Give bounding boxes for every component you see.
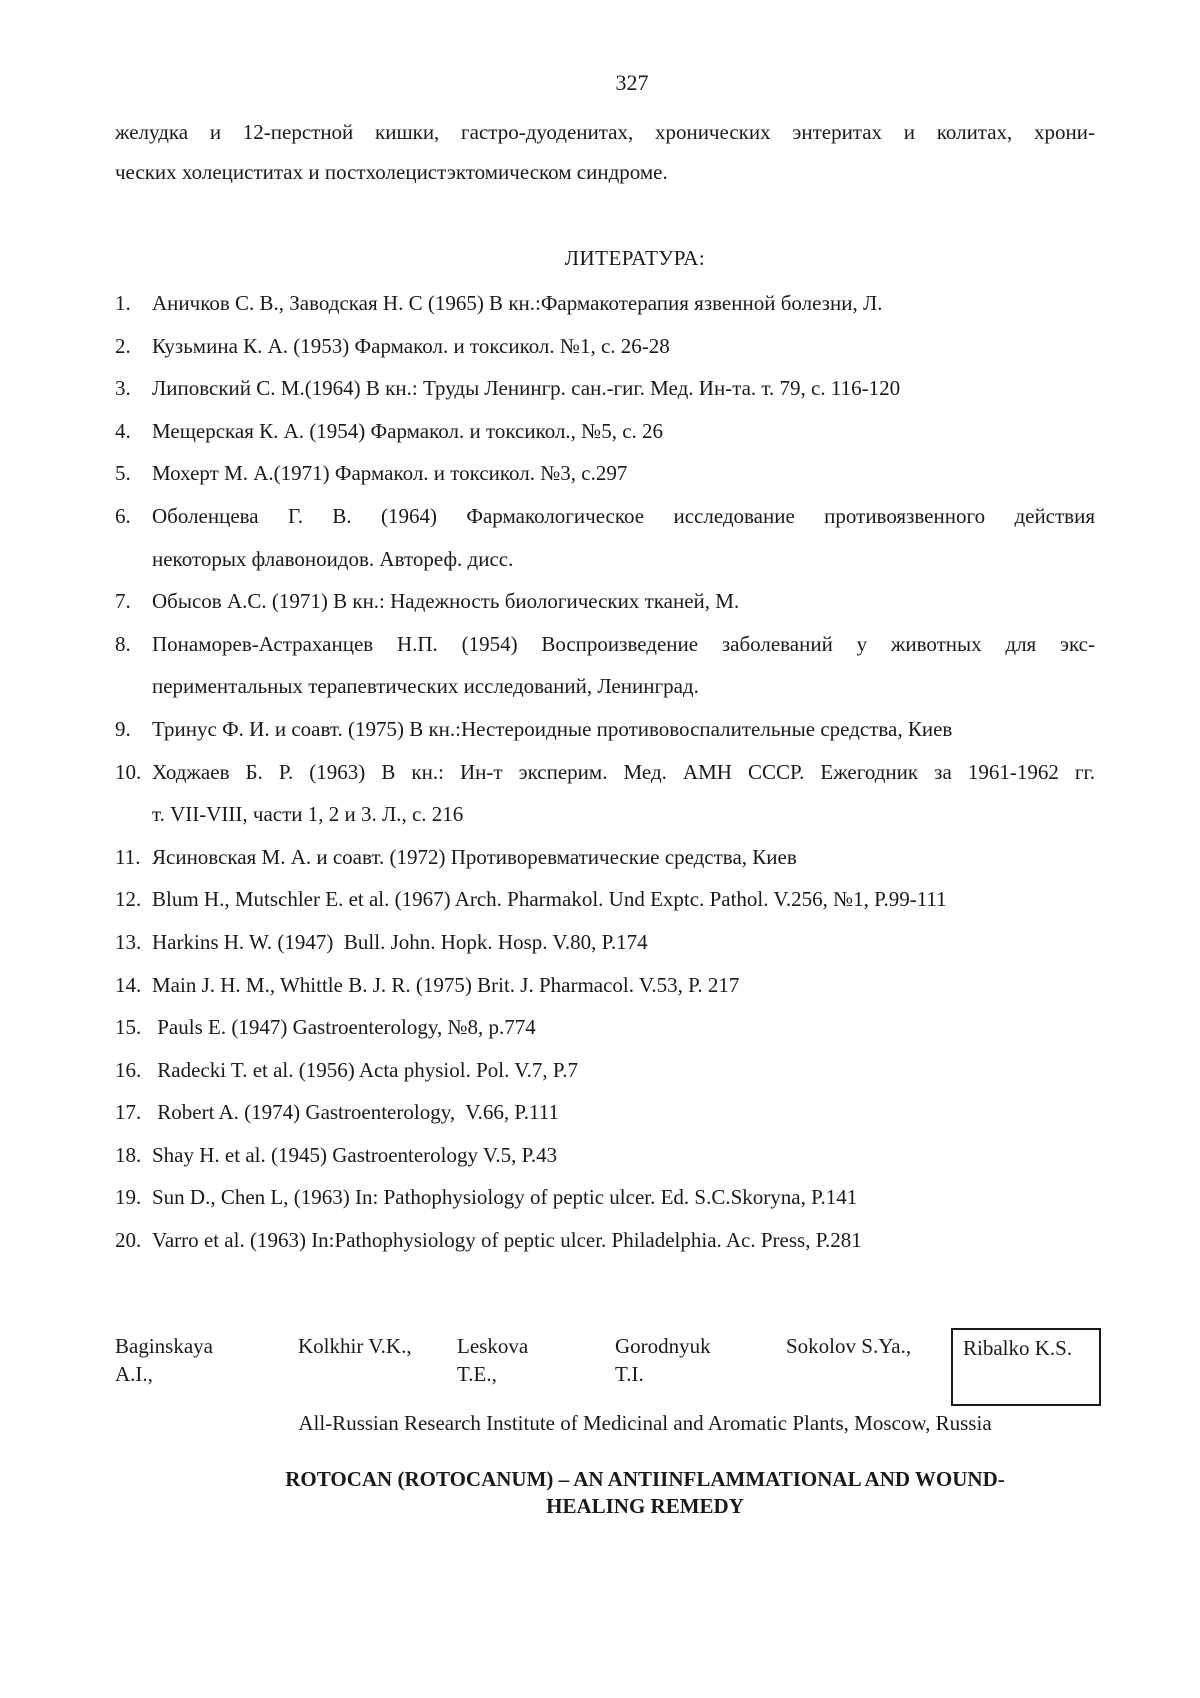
author-name-line: A.I.,: [115, 1362, 153, 1386]
author-list: [115, 1328, 1105, 1408]
reference-item: [115, 878, 1095, 921]
article-title-line: HEALING REMEDY: [546, 1494, 744, 1518]
reference-line: Мещерская К. А. (1954) Фармакол. и токсикол., №5, с. 26: [152, 418, 664, 443]
reference-number: 1.: [115, 291, 131, 315]
reference-line: т. VII-VIII, части 1, 2 и 3. Л., с. 216: [152, 802, 464, 827]
author-name-line: Gorodnyuk: [615, 1334, 711, 1358]
reference-item: [115, 1049, 1095, 1092]
reference-line: Тринус Ф. И. и соавт. (1975) В кн.:Нестероидные противовоспалительные средства, Киев: [152, 716, 953, 741]
reference-number: 11.: [115, 844, 141, 869]
reference-line: Ходжаев Б. Р. (1963) В кн.: Ин-т эксперим. Мед. АМН СССР. Ежегодник за 1961-1962 гг.: [152, 759, 1095, 784]
reference-line: Blum H., Mutschler E. et al. (1967) Arch. Pharmakol. Und Exptc. Pathol. V.256, №1, P.99-111: [152, 887, 947, 912]
reference-number: 14.: [115, 972, 142, 997]
reference-text: [152, 495, 1095, 580]
reference-number: 20.: [115, 1228, 142, 1253]
reference-text: [152, 282, 1095, 325]
intro-paragraph: [115, 112, 1095, 192]
reference-number: 4.: [115, 418, 131, 443]
reference-line: Мохерт М. А.(1971) Фармакол. и токсикол. №3, с.297: [152, 461, 628, 486]
reference-text: [152, 452, 1095, 495]
author-name-line: Sokolov S.Ya.,: [786, 1334, 912, 1358]
author-boxed: [951, 1328, 1101, 1406]
reference-number: 15.: [115, 1015, 142, 1040]
reference-item: [115, 325, 1095, 368]
reference-item: [115, 708, 1095, 751]
reference-line: Main J. H. M., Whittle B. J. R. (1975) Brit. J. Pharmacol. V.53, P. 217: [152, 972, 740, 997]
author-name-line: T.E.,: [457, 1362, 497, 1386]
reference-number: 9.: [115, 716, 131, 741]
reference-item: [115, 580, 1095, 623]
reference-text: [152, 410, 1095, 453]
reference-line: Понаморев-Астраханцев Н.П. (1954) Воспроизведение заболеваний у животных для экс-: [152, 631, 1095, 656]
reference-item: [115, 1219, 1095, 1262]
reference-number: 13.: [115, 929, 142, 954]
reference-text: [152, 921, 1095, 964]
article-title: [0, 1466, 1200, 1520]
reference-item: [115, 1134, 1095, 1177]
reference-number: 3.: [115, 376, 131, 401]
reference-item: [115, 921, 1095, 964]
reference-text: [152, 1134, 1095, 1177]
reference-line: Radecki T. et al. (1956) Acta physiol. Pol. V.7, P.7: [152, 1057, 579, 1082]
reference-item: [115, 836, 1095, 879]
reference-item: [115, 1091, 1095, 1134]
author: [786, 1332, 911, 1360]
author-name-line: T.I.: [615, 1362, 644, 1386]
reference-line: Pauls E. (1947) Gastroenterology, №8, p.774: [152, 1015, 536, 1040]
reference-text: [152, 878, 1095, 921]
reference-number: 5.: [115, 461, 131, 486]
reference-number: 18.: [115, 1142, 142, 1167]
reference-text: [152, 964, 1095, 1007]
reference-line: некоторых флавоноидов. Автореф. дисс.: [152, 546, 514, 571]
reference-line: Обысов А.С. (1971) В кн.: Надежность биологических тканей, М.: [152, 589, 740, 614]
reference-text: [152, 623, 1095, 708]
reference-number: 8.: [115, 631, 131, 656]
reference-text: [152, 708, 1095, 751]
reference-text: [152, 751, 1095, 836]
reference-line: Sun D., Chen L, (1963) In: Pathophysiology of peptic ulcer. Ed. S.C.Skoryna, P.141: [152, 1185, 858, 1210]
reference-text: [152, 1049, 1095, 1092]
reference-text: [152, 1176, 1095, 1219]
author: [115, 1332, 213, 1388]
reference-item: [115, 1176, 1095, 1219]
reference-line: Липовский С. М.(1964) В кн.: Труды Ленингр. сан.-гиг. Мед. Ин-та. т. 79, с. 116-120: [152, 376, 901, 401]
reference-number: 7.: [115, 589, 131, 614]
reference-item: [115, 282, 1095, 325]
article-title-line: ROTOCAN (ROTOCANUM) – AN ANTIINFLAMMATIONAL AND WOUND-: [285, 1467, 1005, 1491]
reference-text: [152, 1219, 1095, 1262]
reference-item: [115, 751, 1095, 836]
reference-list: [115, 282, 1095, 1262]
reference-line: Аничков С. В., Заводская Н. С (1965) В кн.:Фармакотерапия язвенной болезни, Л.: [152, 291, 883, 315]
literature-heading: ЛИТЕРАТУРА:: [564, 246, 706, 270]
author-name-line: Leskova: [457, 1334, 529, 1358]
reference-number: 16.: [115, 1057, 142, 1082]
reference-text: [152, 325, 1095, 368]
author-name-line: Kolkhir V.K.,: [298, 1334, 412, 1358]
reference-line: Robert A. (1974) Gastroenterology, V.66, P.111: [152, 1100, 559, 1125]
reference-item: [115, 964, 1095, 1007]
reference-item: [115, 367, 1095, 410]
author: [298, 1332, 412, 1360]
reference-number: 2.: [115, 333, 131, 358]
reference-number: 6.: [115, 503, 131, 528]
reference-number: 17.: [115, 1100, 142, 1125]
intro-line-1: желудка и 12-перстной кишки, гастро-дуоденитах, хронических энтеритах и колитах, хрони-: [115, 120, 1095, 144]
reference-text: [152, 1091, 1095, 1134]
reference-line: Ясиновская М. А. и соавт. (1972) Противоревматические средства, Киев: [152, 844, 797, 869]
reference-number: 19.: [115, 1185, 142, 1210]
reference-item: [115, 495, 1095, 580]
reference-text: [152, 580, 1095, 623]
reference-item: [115, 452, 1095, 495]
reference-line: Harkins H. W. (1947) Bull. John. Hopk. Hosp. V.80, P.174: [152, 929, 648, 954]
reference-line: Shay H. et al. (1945) Gastroenterology V.5, P.43: [152, 1142, 558, 1167]
reference-item: [115, 410, 1095, 453]
page-number: 327: [615, 70, 649, 95]
author: [615, 1332, 711, 1388]
reference-number: 10.: [115, 759, 142, 784]
reference-text: [152, 836, 1095, 879]
reference-item: [115, 1006, 1095, 1049]
reference-line: Кузьмина К. А. (1953) Фармакол. и токсикол. №1, с. 26-28: [152, 333, 670, 358]
author-name-line: Ribalko K.S.: [963, 1336, 1073, 1360]
reference-text: [152, 1006, 1095, 1049]
reference-text: [152, 367, 1095, 410]
reference-line: периментальных терапевтических исследований, Ленинград.: [152, 674, 699, 699]
affiliation: All-Russian Research Institute of Medicinal and Aromatic Plants, Moscow, Russia: [298, 1411, 992, 1435]
author: [457, 1332, 528, 1388]
reference-number: 12.: [115, 887, 142, 912]
reference-item: [115, 623, 1095, 708]
author-name-line: Baginskaya: [115, 1334, 213, 1358]
reference-line: Оболенцева Г. В. (1964) Фармакологическое исследование противоязвенного действия: [152, 503, 1095, 528]
reference-line: Varro et al. (1963) In:Pathophysiology of peptic ulcer. Philadelphia. Ac. Press, P.281: [152, 1228, 862, 1253]
intro-line-2: ческих холециститах и постхолецистэктомическом синдроме.: [115, 160, 668, 184]
